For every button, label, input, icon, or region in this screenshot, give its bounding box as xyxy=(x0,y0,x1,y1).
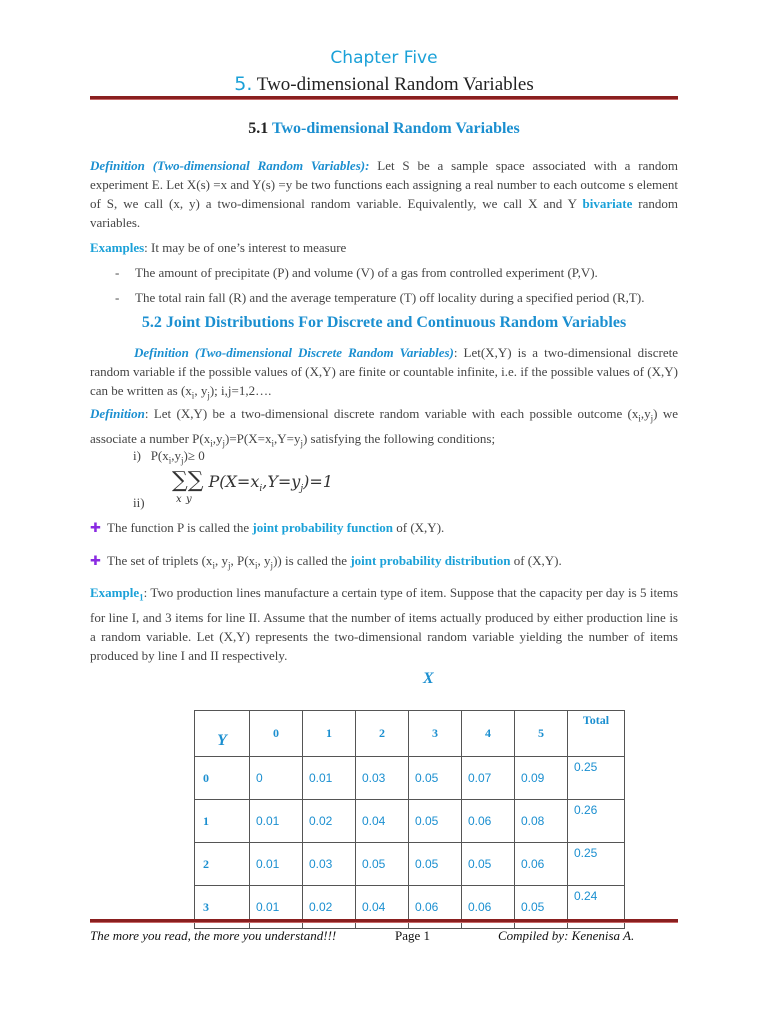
sub-j: j xyxy=(207,390,210,401)
condition-1-text: P(x xyxy=(150,448,169,463)
probability-definition xyxy=(90,404,678,453)
example-paragraph xyxy=(90,583,678,665)
footer-compiled-by: Compiled by: Kenenisa A. xyxy=(498,928,635,943)
table-header-row xyxy=(195,711,625,757)
discrete-definition-text: : Let(X,Y) is a two-dimensional discrete random variable if the possible values of (X,Y) are finite or countable infinite, i.e. if the possible values of (X,Y) can be written as (x xyxy=(90,345,678,398)
list-item: - The total rain fall (R) and the average temperature (T) off locality during a specified period (R,T). xyxy=(115,290,645,305)
note-bold: joint probability distribution xyxy=(350,553,511,568)
note-joint-probability-distribution xyxy=(90,553,690,571)
table-cell: 0.02 xyxy=(303,800,356,843)
text-part: )≥ 0 xyxy=(183,448,205,463)
table-cell: 0.05 xyxy=(409,757,462,800)
sub-i: i xyxy=(271,438,274,449)
sub-i: i xyxy=(168,455,172,466)
total-cell: 0.25 xyxy=(568,757,625,800)
condition-1-label: i) xyxy=(133,448,141,463)
table-cell: 0.04 xyxy=(356,800,409,843)
example-subscript: 1 xyxy=(139,592,144,603)
sub-j: j xyxy=(227,560,231,571)
header-cell: 5 xyxy=(515,711,568,757)
hand-pointer-icon: ✚ xyxy=(90,520,101,535)
sub-i: i xyxy=(212,560,215,571)
total-cell: 0.24 xyxy=(568,886,625,929)
table-cell: 0.03 xyxy=(356,757,409,800)
table-cell: 0.04 xyxy=(356,886,409,929)
table-cell: 0.06 xyxy=(462,886,515,929)
text-part: , y xyxy=(194,383,208,398)
bullet-text: The total rain fall (R) and the average temperature (T) off locality during a specified period (R,T). xyxy=(135,290,645,305)
bivariate-term: bivariate xyxy=(582,196,633,211)
text-part: ,y xyxy=(640,406,651,421)
header-cell: 1 xyxy=(303,711,356,757)
table-cell: 0.05 xyxy=(462,843,515,886)
text-part: ,y xyxy=(212,430,223,446)
total-cell: 0.26 xyxy=(568,800,625,843)
text-part: ,Y=y xyxy=(273,430,301,446)
y-label-cell: Y xyxy=(195,711,250,757)
sub-i: i xyxy=(191,390,195,401)
table-cell: 0.06 xyxy=(409,886,462,929)
sum-index-x: x xyxy=(176,494,182,505)
discrete-definition xyxy=(90,343,678,406)
table-row xyxy=(195,843,625,886)
bottom-rule xyxy=(90,919,678,923)
text-part: ,y xyxy=(171,448,182,463)
table-cell: 0 xyxy=(250,757,303,800)
sub-j: j xyxy=(300,438,303,449)
table-cell: 0.07 xyxy=(462,757,515,800)
table-cell: 0.03 xyxy=(303,843,356,886)
row-header-cell: 1 xyxy=(195,800,250,843)
note-text: The function P is called the xyxy=(107,520,253,535)
examples-line xyxy=(90,238,678,257)
chapter-title-text: Two-dimensional Random Variables xyxy=(256,74,534,95)
table-cell: 0.01 xyxy=(250,800,303,843)
table-row xyxy=(195,800,625,843)
page-number: Page 1 xyxy=(395,928,431,943)
sum-formula xyxy=(172,468,333,494)
example-text: : Two production lines manufacture a certain type of item. Suppose that the capacity per day is 5 items for line I, and 3 items for line II. Assume that the number of items actually produced by either production line is a random variable. Let (X,Y) represents the two-dimensional random variable yielding the number of items produced by line I and II respectively. xyxy=(90,585,678,663)
probability-definition-label: Definition xyxy=(90,406,145,421)
sub-i: i xyxy=(255,560,258,571)
total-header-cell: Total xyxy=(568,711,625,757)
table-cell: 0.08 xyxy=(515,800,568,843)
table-cell: 0.05 xyxy=(515,886,568,929)
sigma-symbol: ∑∑ xyxy=(172,468,204,493)
definition-label: Definition (Two-dimensional Random Variables): xyxy=(90,158,370,173)
table-cell: 0.02 xyxy=(303,886,356,929)
sub-i: i xyxy=(259,484,263,495)
text-part: )=1 xyxy=(303,472,333,491)
footer-motto: The more you read, the more you understand!!! xyxy=(90,928,337,943)
header-cell: 3 xyxy=(409,711,462,757)
chapter-number: 5. xyxy=(234,73,253,95)
probability-definition-text: : Let (X,Y) be a two-dimensional discrete random variable with each possible outcome (x xyxy=(144,406,639,421)
sub-j: j xyxy=(222,438,225,449)
text-part: ) satisfying the following conditions; xyxy=(302,430,496,446)
text-part: , y xyxy=(257,553,271,568)
table-cell: 0.05 xyxy=(409,843,462,886)
condition-1 xyxy=(133,448,205,466)
note-bold: joint probability function xyxy=(252,520,394,535)
hand-pointer-icon: ✚ xyxy=(90,553,101,568)
text-part: ) we associate a number P(x xyxy=(90,406,678,446)
formula-text: P(X=x xyxy=(208,472,260,491)
definition-text: Let S be a sample space associated with a random experiment E. Let X(s) =x and Y(s) =y be two functions each assigning a real number to each outcome s element of S, we call (x, y) a two-dimensional random variable. Equivalently, we call X and Y xyxy=(90,158,678,211)
table-cell: 0.05 xyxy=(356,843,409,886)
text-part: , y xyxy=(214,553,228,568)
note-text: The set of triplets (x xyxy=(107,553,213,568)
row-header-cell: 3 xyxy=(195,886,250,929)
table-cell: 0.01 xyxy=(303,757,356,800)
table-row xyxy=(195,757,625,800)
section-2-heading: 5.2 Joint Distributions For Discrete and Continuous Random Variables xyxy=(141,314,627,331)
note-text: of (X,Y). xyxy=(393,520,445,535)
section-1-title: Two-dimensional Random Variables xyxy=(271,120,520,137)
table-cell: 0.06 xyxy=(515,843,568,886)
section-1-heading xyxy=(0,120,768,138)
bullet-text: The amount of precipitate (P) and volume (V) of a gas from controlled experiment (P,V). xyxy=(135,265,598,280)
text-part: )=P(X=x xyxy=(225,430,272,446)
row-header-cell: 0 xyxy=(195,757,250,800)
sub-j: j xyxy=(300,484,304,495)
table-cell: 0.06 xyxy=(462,800,515,843)
chapter-label: Chapter Five xyxy=(330,48,438,68)
sub-j: j xyxy=(181,455,184,466)
note-joint-probability-function xyxy=(90,520,690,536)
condition-2-label: ii) xyxy=(133,495,145,510)
sub-j: j xyxy=(270,560,274,571)
note-text: of (X,Y). xyxy=(510,553,562,568)
table-cell: 0.09 xyxy=(515,757,568,800)
definition-text-end: random variables. xyxy=(90,196,678,230)
sum-index-y: y xyxy=(186,494,192,505)
chapter-title xyxy=(0,73,768,96)
x-axis-label: X xyxy=(423,670,434,687)
text-part: )) is called the xyxy=(273,553,351,568)
joint-probability-table xyxy=(194,710,625,929)
table-cell: 0.01 xyxy=(250,843,303,886)
section-1-number: 5.1 xyxy=(248,120,269,137)
examples-text: : It may be of one’s interest to measure xyxy=(144,240,347,255)
definition-paragraph xyxy=(90,156,678,232)
list-item: - The amount of precipitate (P) and volume (V) of a gas from controlled experiment (P,V). xyxy=(115,265,598,280)
header-cell: 2 xyxy=(356,711,409,757)
discrete-definition-label: Definition (Two-dimensional Discrete Random Variables) xyxy=(134,345,454,360)
row-header-cell: 2 xyxy=(195,843,250,886)
text-part: ); i,j=1,2…. xyxy=(209,383,272,398)
sub-i: i xyxy=(210,438,213,449)
text-part: , P(x xyxy=(230,553,256,568)
table-cell: 0.05 xyxy=(409,800,462,843)
table-cell: 0.01 xyxy=(250,886,303,929)
text-part: ,Y=y xyxy=(262,472,301,491)
total-cell: 0.25 xyxy=(568,843,625,886)
examples-label: Examples xyxy=(90,240,145,255)
example-label: Example xyxy=(90,585,140,600)
header-cell: 0 xyxy=(250,711,303,757)
sub-j: j xyxy=(650,413,654,424)
top-rule xyxy=(90,96,678,100)
header-cell: 4 xyxy=(462,711,515,757)
sub-i: i xyxy=(638,413,641,424)
